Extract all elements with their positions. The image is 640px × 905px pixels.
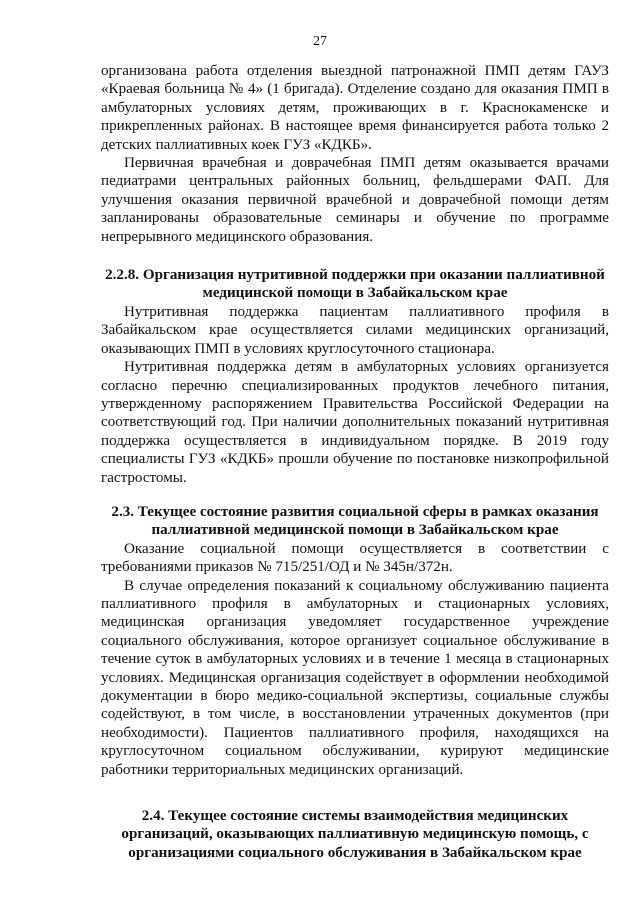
paragraph: Оказание социальной помощи осуществляется в соответствии с требованиями приказов № 715/251/ОД и № 345н/372н.: [101, 540, 609, 576]
section-heading-2-4: 2.4. Текущее состояние системы взаимодействия медицинских организаций, оказывающих паллиативную медицинскую помощь, с организациями социального обслуживания в Забайкальском крае: [121, 808, 589, 861]
section-heading-2-3: 2.3. Текущее состояние развития социальной сферы в рамках оказания паллиативной медицинской помощи в Забайкальском крае: [111, 503, 599, 539]
section-heading-2-2-8: 2.2.8. Организация нутритивной поддержки при оказании паллиативной медицинской помощи в Забайкальском крае: [105, 267, 605, 302]
paragraph: В случае определения показаний к социальному обслуживанию пациента паллиативного профиля в амбулаторных и стационарных условиях, медицинская организация уведомляет государственное учреждение социального обслуживания, которое организует социальное обслуживание в течение суток в амбулаторных условиях и в течение 1 месяца в стационарных условиях. Медицинская организация содействует в оформлении необходимой документации в бюро медико-социальной экспертизы, социальные службы содействуют, в том числе, в восстановлении утраченных документов (при необходимости). Пациентов паллиативного профиля, находящихся на круглосуточном социальном обслуживании, курируют медицинские работники территориальных медицинских организаций.: [101, 577, 609, 778]
page-content: [101, 62, 609, 862]
page-number: 27: [313, 34, 327, 49]
spacer: [101, 487, 609, 503]
paragraph: Нутритивная поддержка детям в амбулаторных условиях организуется согласно перечню специализированных продуктов лечебного питания, утвержденному распоряжением Правительства Российской Федерации на соответствующий год. При наличии дополнительных показаний нутритивная поддержка осуществляется в индивидуальном порядке. В 2019 году специалисты ГУЗ «КДКБ» прошли обучение по постановке низкопрофильной гастростомы.: [101, 359, 609, 486]
spacer: [101, 779, 609, 807]
paragraph: организована работа отделения выездной патронажной ПМП детям ГАУЗ «Краевая больница № 4» (1 бригада). Отделение создано для оказания ПМП в амбулаторных условиях детям, проживающих в г. Краснокаменске и прикрепленных районах. В настоящее время финансируется работа только 2 детских паллиативных коек ГУЗ «КДКБ».: [101, 63, 609, 153]
spacer: [101, 246, 609, 266]
paragraph: Первичная врачебная и доврачебная ПМП детям оказывается врачами педиатрами центральных районных больниц, фельдшерами ФАП. Для улучшения оказания первичной врачебной и доврачебной помощи детям запланированы образовательные семинары и обучение по программе непрерывного медицинского образования.: [101, 155, 609, 245]
paragraph: Нутритивная поддержка пациентам паллиативного профиля в Забайкальском крае осуществляется силами медицинских организаций, оказывающих ПМП в условиях круглосуточного стационара.: [101, 303, 609, 357]
